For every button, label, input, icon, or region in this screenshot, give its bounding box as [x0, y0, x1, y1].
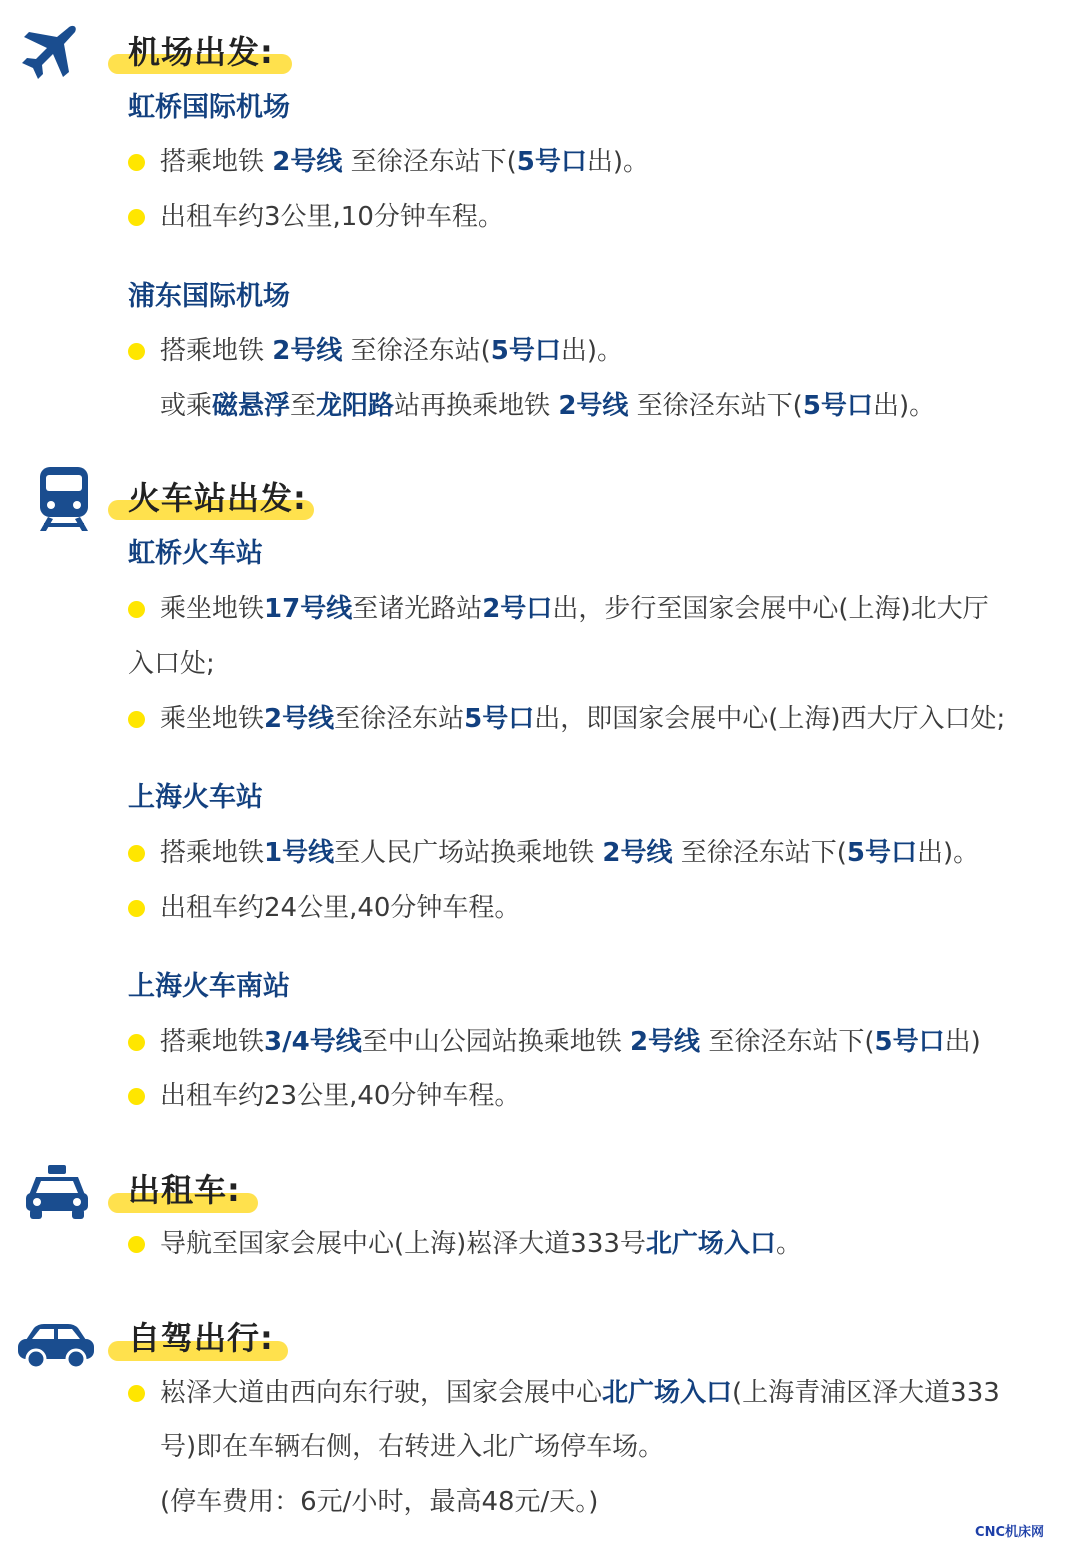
subheading-shanghai-south-station: 上海火车南站 — [128, 971, 290, 1002]
text-line: 搭乘地铁 2号线 至徐泾东站(5号口出)。 — [160, 336, 624, 366]
text-line: 入口处; — [128, 649, 215, 679]
subheading-shanghai-station: 上海火车站 — [128, 782, 263, 813]
bullet — [128, 154, 145, 171]
text-line: 出租车约23公里,40分钟车程。 — [160, 1081, 521, 1111]
airplane-icon — [18, 24, 78, 82]
text-line: 出租车约24公里,40分钟车程。 — [160, 893, 521, 923]
text-line: 搭乘地铁1号线至人民广场站换乘地铁 2号线 至徐泾东站下(5号口出)。 — [160, 838, 980, 868]
bullet — [128, 845, 145, 862]
bullet — [128, 1236, 145, 1253]
watermark: CNC机床网 — [975, 1525, 1044, 1540]
text-line: 搭乘地铁 2号线 至徐泾东站下(5号口出)。 — [160, 147, 650, 177]
bullet — [128, 343, 145, 360]
text-line: 崧泽大道由西向东行驶，国家会展中心北广场入口(上海青浦区泽大道333 — [160, 1378, 1000, 1408]
section-title-drive: 自驾出行: — [128, 1319, 274, 1357]
train-icon — [36, 465, 92, 533]
section-title-train: 火车站出发: — [128, 479, 307, 517]
text-line: 搭乘地铁3/4号线至中山公园站换乘地铁 2号线 至徐泾东站下(5号口出) — [160, 1027, 981, 1057]
subheading-pudong-airport: 浦东国际机场 — [128, 281, 290, 312]
subheading-hongqiao-station: 虹桥火车站 — [128, 538, 263, 569]
bullet — [128, 1088, 145, 1105]
text-line: 出租车约3公里,10分钟车程。 — [160, 202, 504, 232]
bullet — [128, 1385, 145, 1402]
bullet — [128, 601, 145, 618]
bullet — [128, 711, 145, 728]
text-line: 乘坐地铁2号线至徐泾东站5号口出，即国家会展中心(上海)西大厅入口处; — [160, 704, 1006, 734]
text-line: 或乘磁悬浮至龙阳路站再换乘地铁 2号线 至徐泾东站下(5号口出)。 — [160, 391, 936, 421]
bullet — [128, 900, 145, 917]
text-line: 乘坐地铁17号线至诸光路站2号口出，步行至国家会展中心(上海)北大厅 — [160, 594, 989, 624]
section-title-airport: 机场出发: — [128, 33, 274, 71]
taxi-icon — [24, 1163, 90, 1221]
text-line: 导航至国家会展中心(上海)崧泽大道333号北广场入口。 — [160, 1229, 802, 1259]
bullet — [128, 1034, 145, 1051]
bullet — [128, 209, 145, 226]
car-icon — [16, 1322, 96, 1370]
text-line: 号)即在车辆右侧，右转进入北广场停车场。 — [160, 1432, 665, 1462]
text-line: (停车费用：6元/小时，最高48元/天。) — [160, 1487, 599, 1517]
subheading-hongqiao-airport: 虹桥国际机场 — [128, 92, 290, 123]
section-title-taxi: 出租车: — [128, 1171, 241, 1209]
